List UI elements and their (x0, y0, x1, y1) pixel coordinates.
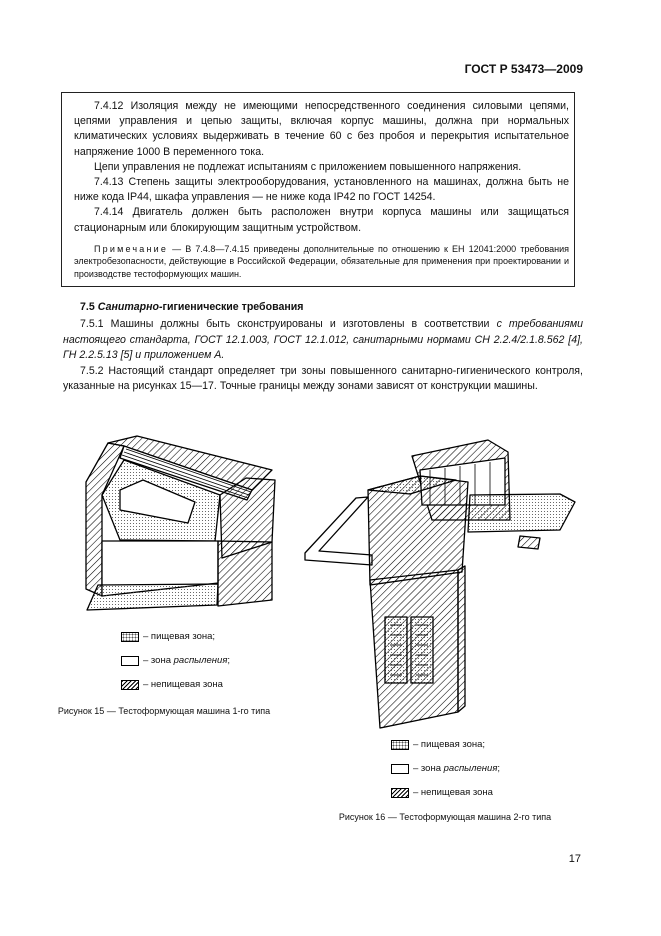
fig16-vent-left (385, 617, 407, 683)
section-title-italic: Санитарно- (97, 301, 163, 313)
legend-nonfood-zone-label: – непищевая зона (143, 679, 223, 690)
nonfood-zone-swatch (121, 680, 139, 690)
food-zone-swatch (121, 632, 139, 642)
clause-7-5-1-italic: с требованиями настоящего стандарта, ГОСТ 12.1.003, ГОСТ 12.1.012, санитарными нормами СН 2.2.4/2.1.8.562 [4], ГН 2.2.5.13 [5] и приложением А. (63, 318, 584, 362)
page-number: 17 (568, 853, 581, 865)
section-number: 7.5 (80, 301, 95, 313)
clause-7-5-1-text: 7.5.1 Машины должны быть сконструированы и изготовлены в соответствии (80, 318, 497, 331)
legend-food-zone-label: – пищевая зона; (143, 631, 216, 642)
clause-7-4-12-cont: Цепи управления не подлежат испытаниям с приложением повышенного напряжения. (94, 160, 522, 173)
legend-nonfood-zone-label-2: – непищевая зона (413, 787, 493, 798)
figure-16-caption: Рисунок 16 — Тестоформующая машина 2-го типа (338, 812, 552, 822)
figure-16-machine-drawing (305, 440, 575, 728)
clause-7-4-12: 7.4.12 Изоляция между не имеющими непосредственного соединения силовыми цепями, цепями управления и цепью защиты, включая корпус машины, должна при нормальных климатических условиях выдерживать в течение 60 с без пробоя и перекрытия испытательное напряжение 1000 В переменного тока. (74, 100, 569, 158)
nonfood-zone-swatch-2 (391, 788, 409, 798)
clause-7-5-2: 7.5.2 Настоящий стандарт определяет три зоны повышенного санитарно-гигиенического контроля, указанные на рисунках 15—17. Точные границы между зонами зависят от конструкции машины. (63, 364, 583, 393)
legend-spray-zone-label: – зона распыления; (143, 655, 231, 666)
fig15-lower-right-body (218, 541, 272, 606)
section-title-rest: гигиенические требования (162, 301, 304, 313)
spray-zone-swatch-2 (391, 764, 409, 774)
figure-16-legend (391, 740, 551, 800)
fig16-column-side (458, 566, 465, 712)
fig16-vent-right (411, 617, 433, 683)
legend-food-zone-label-2: – пищевая зона; (413, 739, 486, 750)
fig16-left-conveyor-rail (305, 497, 372, 565)
figure-15-machine-drawing (86, 436, 275, 610)
note-text: — В 7.4.8—7.4.15 приведены дополнительные по отношению к ЕН 12041:2000 требования электробезопасности, действующие в Российской Федерации, обязательные для применения при проектировании и производстве тестоформующих машин. (74, 243, 569, 279)
fig16-front-head (368, 476, 468, 585)
spray-zone-swatch (121, 656, 139, 666)
figure-15-caption: Рисунок 15 — Тестоформующая машина 1-го типа (57, 706, 271, 716)
note-label: Примечание (94, 243, 169, 254)
food-zone-swatch-2 (391, 740, 409, 750)
document-header: ГОСТ Р 53473—2009 (464, 62, 583, 76)
clause-7-4-14: 7.4.14 Двигатель должен быть расположен внутри корпуса машины или защищаться стационарным или блокирующим защитным устройством. (74, 206, 569, 234)
legend-spray-zone-label-2: – зона распыления; (413, 763, 501, 774)
clause-7-4-13: 7.4.13 Степень защиты электрооборудования, установленного на машинах, должна быть не ниже кода IP44, шкафа управления — не ниже кода IP42 по ГОСТ 14254. (74, 176, 569, 204)
figure-15-legend (121, 632, 281, 692)
fig15-bottom-tray (87, 584, 218, 610)
fig16-right-rail (518, 536, 540, 549)
fig16-right-conveyor (468, 494, 575, 532)
